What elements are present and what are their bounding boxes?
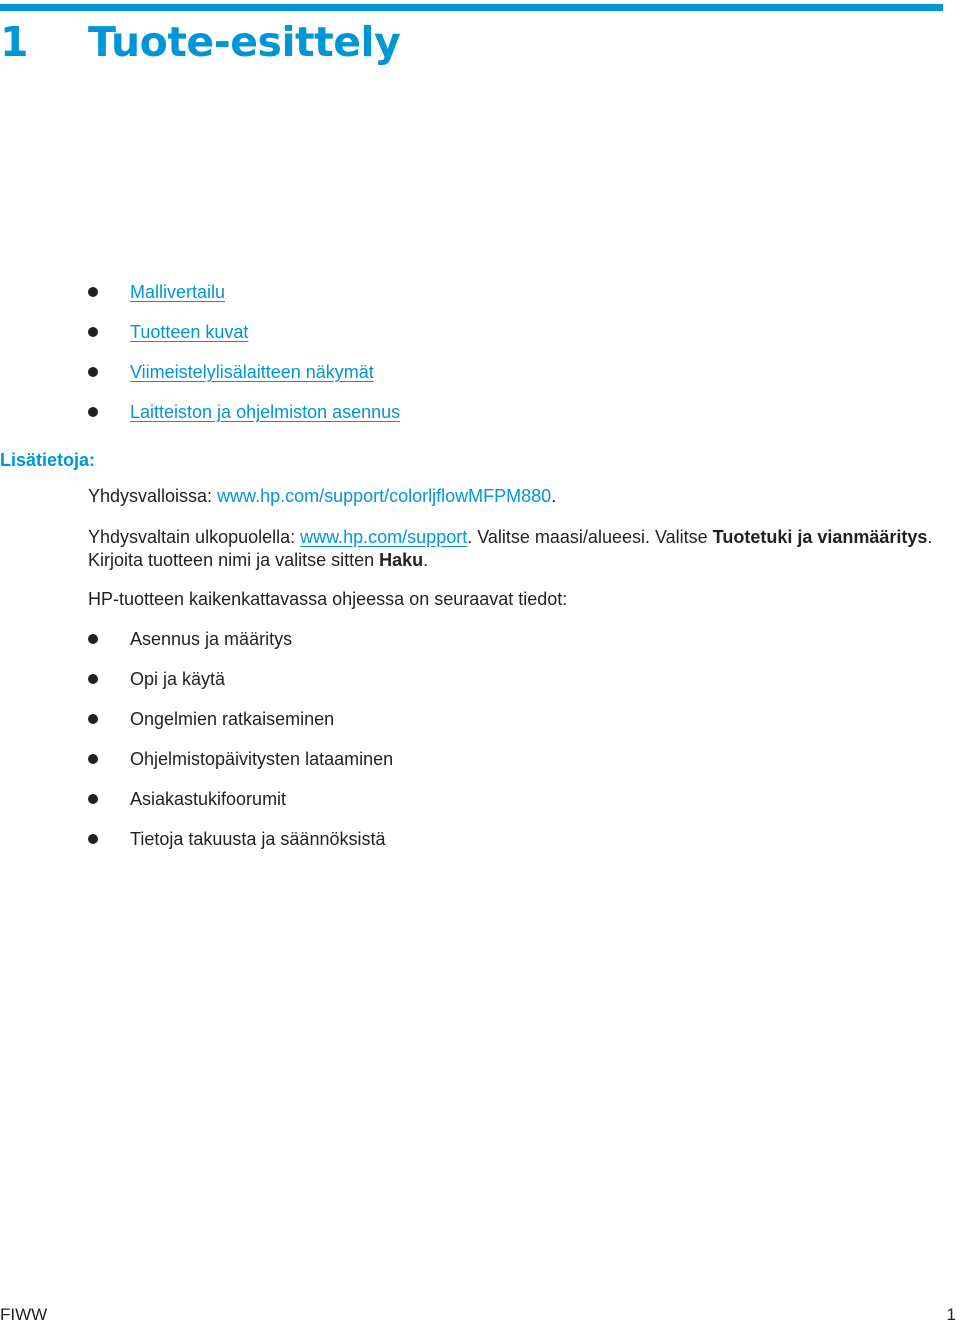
toc-item [88,320,400,360]
bullet-icon [88,834,98,844]
bullet-icon [88,287,98,297]
feature-label: Ohjelmistopäivitysten lataaminen [130,749,394,769]
toc-link-product-views[interactable]: Tuotteen kuvat [130,322,249,342]
page-number: 1 [946,1305,956,1324]
outside-support-link[interactable]: www.hp.com/support [300,527,468,547]
features-list [88,627,393,867]
bullet-icon [88,327,98,337]
bullet-icon [88,407,98,417]
chapter-number: 1 [0,18,29,66]
bullet-icon [88,674,98,684]
outside-text-1: . Valitse maasi/alueesi. Valitse [467,527,713,547]
toc-link-model-comparison[interactable]: Mallivertailu [130,282,226,302]
us-suffix: . [551,486,557,506]
more-info-label: Lisätietoja: [0,450,96,470]
outside-bold-support: Tuotetuki ja vianmääritys [712,527,928,547]
feature-label: Tietoja takuusta ja säännöksistä [130,829,386,849]
us-prefix: Yhdysvalloissa: [88,486,218,506]
outside-text-3: . [423,550,429,570]
toc-item [88,280,400,320]
chapter-title: Tuote-esittely [88,18,401,66]
bullet-icon [88,367,98,377]
chapter-heading [0,18,400,76]
footer-locale: FIWW [0,1305,48,1324]
us-support-paragraph [88,485,948,508]
us-support-link[interactable]: www.hp.com/support/colorljflowMFPM880 [217,486,552,506]
toc-link-hardware-software-setup[interactable]: Laitteiston ja ohjelmiston asennus [130,402,401,422]
bullet-icon [88,794,98,804]
bullet-icon [88,714,98,724]
outside-us-paragraph [88,526,948,572]
feature-label: Asiakastukifoorumit [130,789,287,809]
top-rule [0,4,943,11]
bullet-icon [88,754,98,764]
toc-link-finisher-views[interactable]: Viimeistelylisälaitteen näkymät [130,362,374,382]
list-item [88,787,393,827]
list-item [88,627,393,667]
list-item [88,747,393,787]
toc-item [88,400,400,440]
outside-text-2: . Kirjoita tuotteen nimi ja valitse sitten [88,527,933,570]
feature-label: Asennus ja määritys [130,629,293,649]
outside-prefix: Yhdysvaltain ulkopuolella: [88,527,301,547]
feature-label: Opi ja käytä [130,669,226,689]
list-item [88,707,393,747]
toc-item [88,360,400,400]
help-intro: HP-tuotteen kaikenkattavassa ohjeessa on seuraavat tiedot: [88,589,568,609]
feature-label: Ongelmien ratkaiseminen [130,709,335,729]
toc-list [88,280,400,440]
bullet-icon [88,634,98,644]
list-item [88,827,393,867]
list-item [88,667,393,707]
outside-bold-search: Haku [379,550,424,570]
